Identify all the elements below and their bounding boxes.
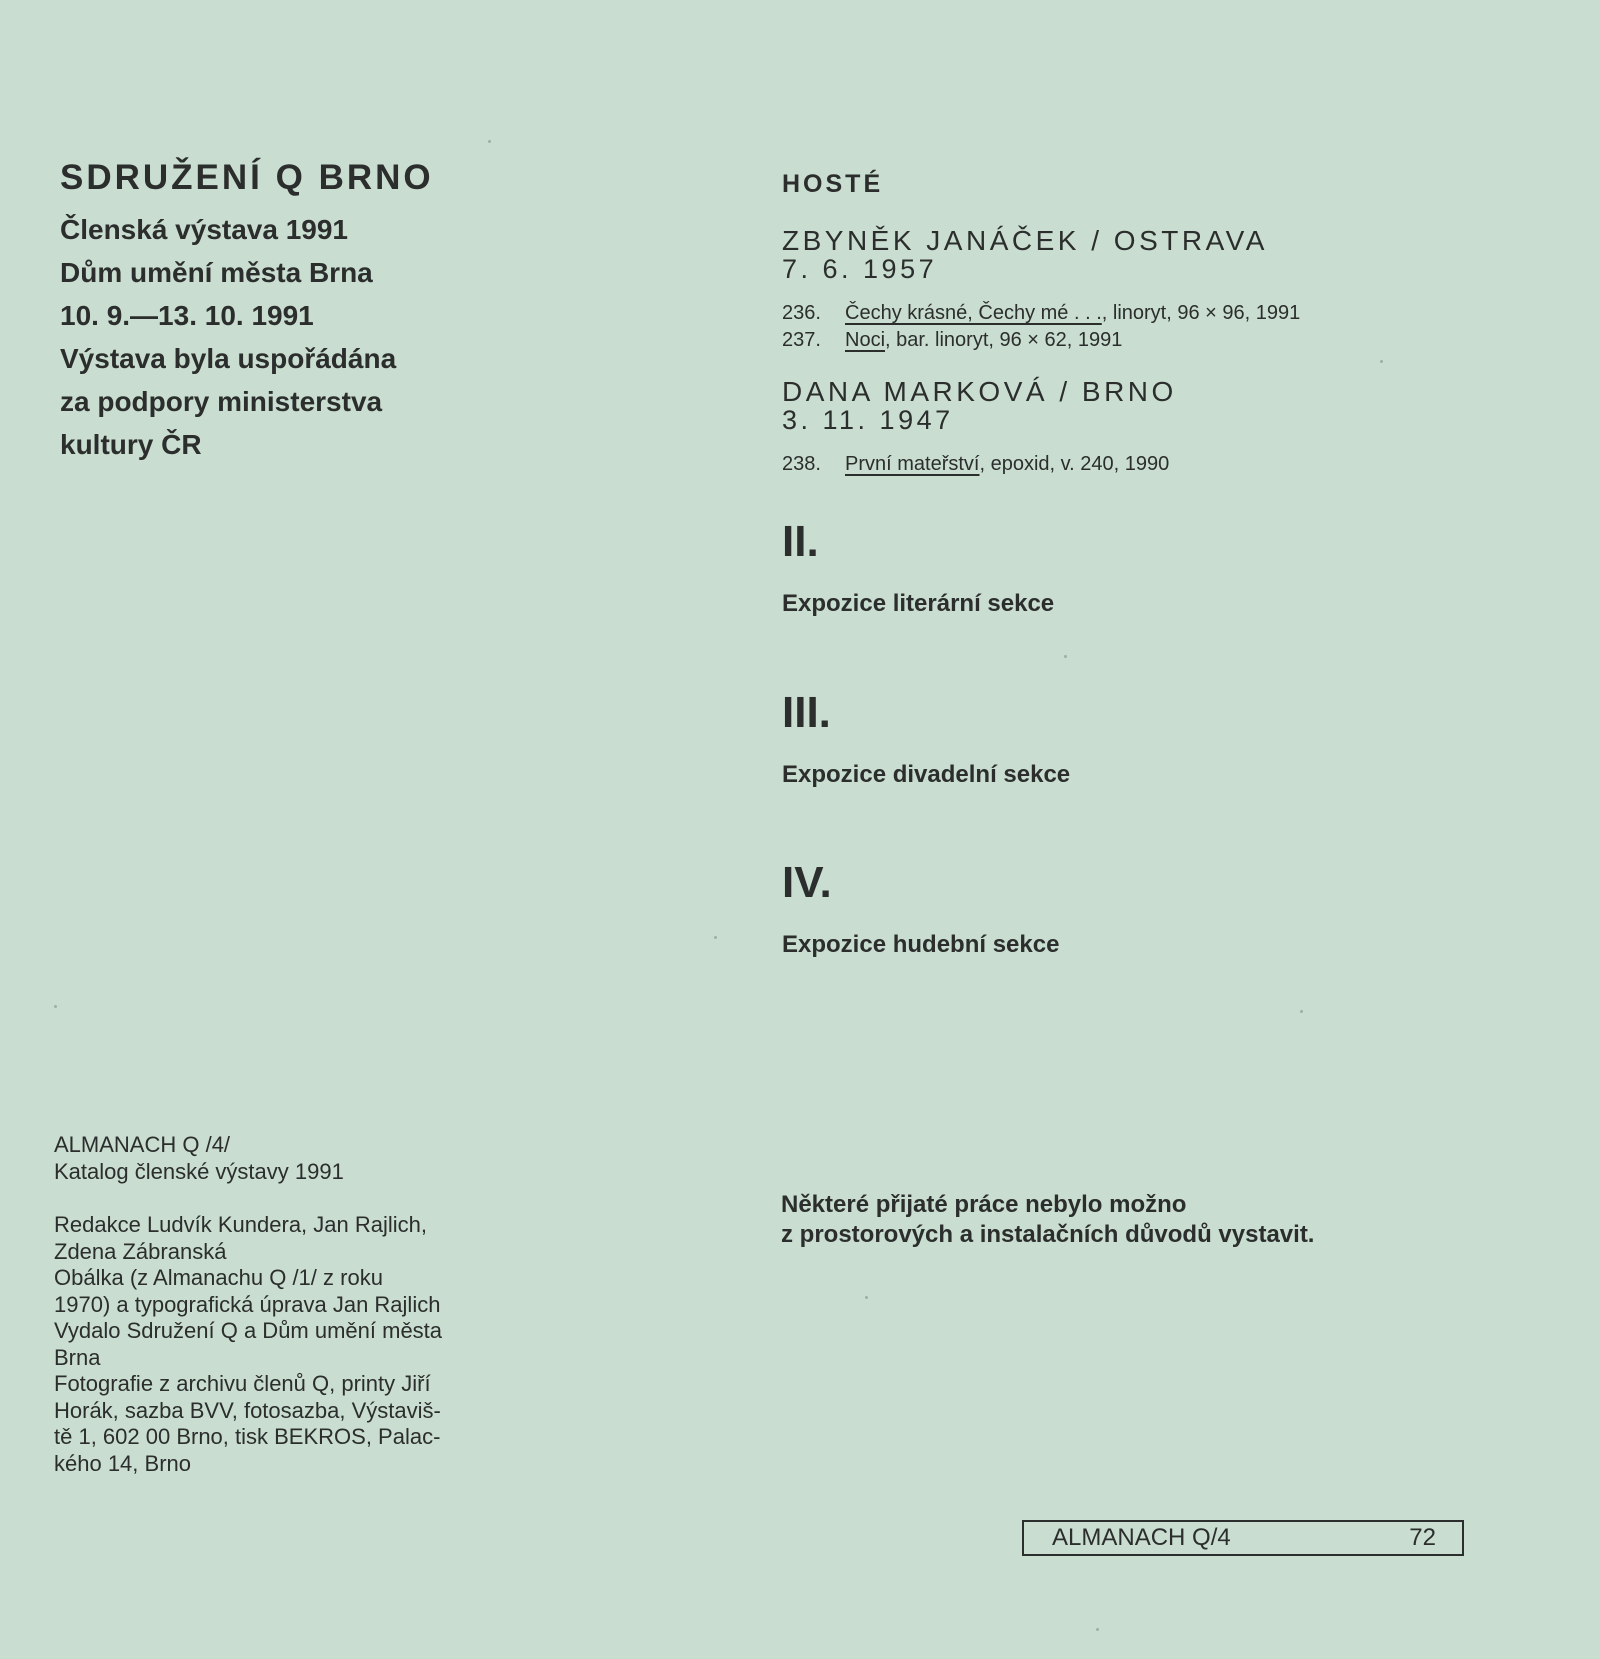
section-numeral: IV.	[782, 858, 832, 907]
support-line: Výstava byla uspořádána	[60, 343, 397, 374]
credit-line: Horák, sazba BVV, fotosazba, Výstaviš-	[54, 1397, 441, 1423]
section-title: Expozice literární sekce	[782, 590, 1055, 617]
work-number: 238.	[782, 453, 821, 475]
credit-line: Fotografie z archivu členů Q, printy Jiří	[54, 1371, 431, 1396]
exhibition-header	[60, 158, 520, 466]
paper-speck	[714, 936, 717, 939]
credit-line: Zdena Zábranská	[54, 1238, 227, 1264]
works-list	[782, 300, 1502, 354]
exhibition-note	[781, 1190, 1461, 1250]
credit-line: 1970) a typografická úprava Jan Rajlich	[54, 1291, 441, 1317]
support-line: za podpory ministerstva	[60, 386, 383, 417]
work-title: Noci	[845, 329, 886, 351]
page-number: 72	[1409, 1524, 1436, 1551]
exhibition-name: Členská výstava 1991	[60, 214, 348, 245]
paper-speck	[1096, 1628, 1099, 1631]
paper-speck	[54, 1005, 57, 1008]
colophon-credits	[54, 1212, 504, 1477]
catalog-name: Katalog členské výstavy 1991	[54, 1158, 344, 1184]
work-title: První mateřství	[845, 453, 980, 475]
artist-name: DANA MARKOVÁ / BRNO	[782, 376, 1177, 407]
artist-birthdate: 7. 6. 1957	[782, 254, 938, 284]
paper-speck	[1064, 655, 1067, 658]
section-4	[782, 858, 1060, 959]
colophon	[54, 1132, 504, 1477]
credit-line: Obálka (z Almanachu Q /1/ z roku	[54, 1265, 383, 1290]
credit-line: kého 14, Brno	[54, 1450, 191, 1476]
paper-speck	[1300, 1010, 1303, 1013]
paper-speck	[488, 140, 491, 143]
work-details: , epoxid, v. 240, 1990	[979, 453, 1170, 475]
work-item	[782, 451, 1502, 478]
credit-line: Brna	[54, 1344, 101, 1370]
note-line: Některé přijaté práce nebylo možno	[781, 1191, 1187, 1218]
work-details: , bar. linoryt, 96 × 62, 1991	[885, 329, 1123, 351]
artist-name: ZBYNĚK JANÁČEK / OSTRAVA	[782, 225, 1268, 256]
publication-name: ALMANACH Q /4/	[54, 1132, 231, 1157]
credit-line: Vydalo Sdružení Q a Dům umění města	[54, 1318, 443, 1343]
work-number: 237.	[782, 329, 821, 351]
organization-title: SDRUŽENÍ Q BRNO	[60, 158, 434, 197]
credit-line: tě 1, 602 00 Brno, tisk BEKROS, Palac-	[54, 1424, 441, 1449]
footer-publication: ALMANACH Q/4	[1052, 1524, 1231, 1551]
artist-entry	[782, 227, 1502, 354]
work-item	[782, 300, 1502, 327]
credit-line: Redakce Ludvík Kundera, Jan Rajlich,	[54, 1212, 427, 1237]
work-title: Čechy krásné, Čechy mé . . .	[845, 302, 1102, 324]
paper-speck	[865, 1296, 868, 1299]
section-numeral: II.	[782, 517, 819, 566]
section-title: Expozice divadelní sekce	[782, 761, 1071, 788]
section-3	[782, 688, 1071, 789]
guests-section	[782, 170, 1502, 498]
work-details: , linoryt, 96 × 96, 1991	[1101, 302, 1301, 324]
section-title: Expozice hudební sekce	[782, 931, 1060, 958]
artist-entry	[782, 378, 1502, 478]
exhibition-dates: 10. 9.—13. 10. 1991	[60, 300, 314, 331]
section-numeral: III.	[782, 688, 831, 737]
works-list	[782, 451, 1502, 478]
work-number: 236.	[782, 302, 821, 324]
page-footer	[1022, 1520, 1464, 1556]
guests-label: HOSTÉ	[782, 170, 884, 198]
colophon-publication-block	[54, 1132, 504, 1185]
note-line: z prostorových a instalačních důvodů vystavit.	[781, 1221, 1315, 1248]
artist-birthdate: 3. 11. 1947	[782, 405, 954, 435]
section-2	[782, 517, 1055, 618]
support-line: kultury ČR	[60, 429, 202, 460]
work-item	[782, 327, 1502, 354]
exhibition-venue: Dům umění města Brna	[60, 257, 373, 288]
